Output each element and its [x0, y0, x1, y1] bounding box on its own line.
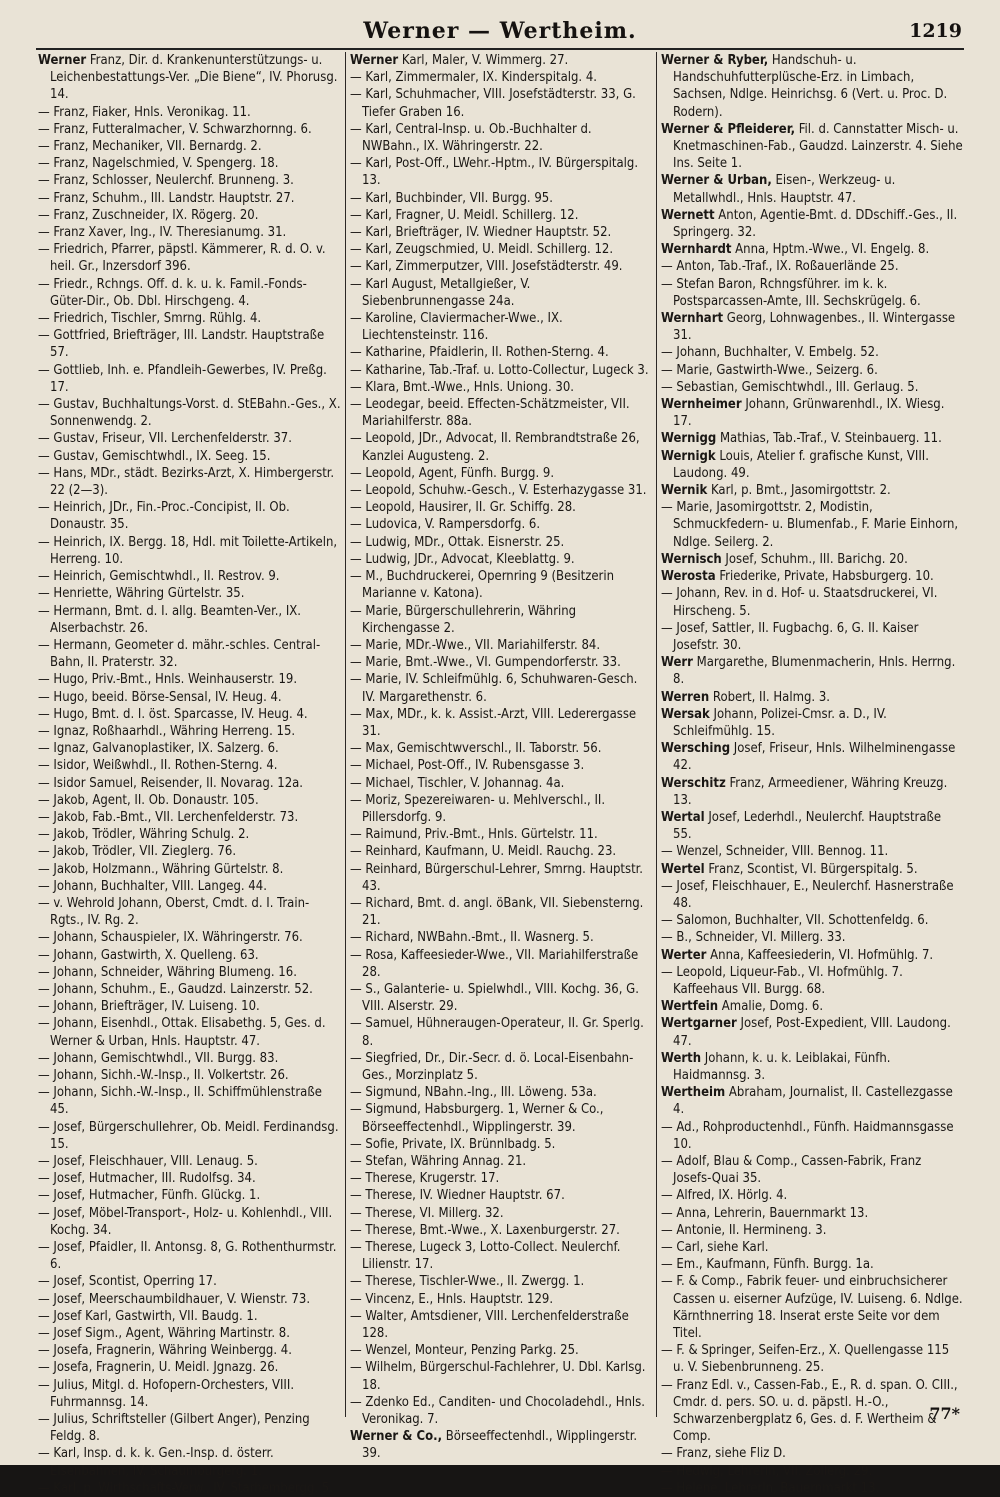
directory-entry: — Franz, siehe Fliz D. [661, 1446, 786, 1462]
directory-entry: — Hermann, Geometer d. mähr.-schles. Central-Bahn, II. Praterstr. 32. [38, 637, 321, 671]
directory-entry: — Leopold, Schuhw.-Gesch., V. Esterhazygasse 31. [350, 483, 647, 499]
directory-entry: — Marie, Bürgerschullehrerin, Währing Kirchengasse 2. [350, 603, 577, 636]
directory-entry: — Karl, Zimmerputzer, VIII. Josefstädterstr. 49. [350, 259, 623, 275]
directory-entry: Werschitz Franz, Armeediener, Währing Kreuzg. 13. [661, 775, 948, 808]
directory-entry: — Karl, Central-Insp. u. Ob.-Buchhalter d. NWBahn., IX. Währingerstr. 22. [350, 121, 592, 155]
directory-entry: — Johann, Buchhalter, V. Embelg. 52. [661, 345, 879, 361]
directory-entry: Werner & Co., Börseeffectenhdl., Wipplingerstr. 39. [350, 1429, 638, 1462]
page-header [0, 18, 1000, 52]
directory-entry: — Karl August, Metallgießer, V. Siebenbrunnengasse 24a. [350, 276, 531, 309]
header-rule [36, 48, 964, 50]
directory-entry: — Karl, p. Wirthschafts-Verw., IV. Starhembergg. 5. [38, 1480, 333, 1496]
directory-entry: — Anna, Lehrerin, Bauernmarkt 13. [661, 1205, 869, 1221]
directory-entry: — Johann, Briefträger, IV. Luiseng. 10. [38, 999, 260, 1015]
directory-entry: — Leopold, Liqueur-Fab., VI. Hofmühlg. 7. Kaffeehaus VII. Burgg. 68. [661, 964, 903, 997]
directory-entry: — Julius, Mitgl. d. Hofopern-Orchesters, VIII. Fuhrmannsg. 14. [38, 1377, 295, 1410]
directory-entry: — Hans, MDr., städt. Bezirks-Arzt, X. Himbergerstr. 22 (2—3). [38, 465, 335, 499]
directory-entry: — Hugo, Priv.-Bmt., Hnls. Weinhauserstr. 19. [38, 672, 298, 688]
directory-entry: Werner & Urban, Eisen-, Werkzeug- u. Metallwhdl., Hnls. Hauptstr. 47. [661, 173, 896, 206]
column-right [656, 52, 967, 1496]
directory-entry: — Josef, Meerschaumbildhauer, V. Wienstr. 73. [38, 1291, 311, 1307]
directory-entry: — Franz Xaver, Ing., IV. Theresianumg. 31. [38, 225, 287, 241]
directory-entry: Wernisch Josef, Schuhm., III. Barichg. 20. [661, 551, 908, 567]
directory-entry: — Helene, Lehrerin, Bauernmarkt 13. [661, 1480, 880, 1496]
directory-entry: — Johann, Rev. in d. Hof- u. Staatsdruckerei, VI. Hirscheng. 5. [661, 586, 938, 619]
directory-entry: — Henriette, Währing Gürtelstr. 35. [38, 586, 245, 602]
directory-entry: — Jakob, Trödler, Währing Schulg. 2. [38, 827, 250, 843]
directory-entry: — Gustav, Buchhaltungs-Vorst. d. StEBahn.-Ges., X. Sonnenwendg. 2. [38, 397, 341, 430]
directory-entry: — Franz, Schlosser, Neulerchf. Brunneng. 3. [38, 173, 294, 189]
directory-entry: — Franz, Mechaniker, VII. Bernardg. 2. [38, 139, 262, 155]
directory-entry: — Isidor, Weißwhdl., II. Rothen-Sterng. 4. [38, 758, 278, 774]
directory-entry: Wernheimer Johann, Grünwarenhdl., IX. Wiesg. 17. [661, 397, 945, 430]
directory-entry: — Wilhelm, Bürgerschul-Fachlehrer, U. Dbl. Karlsg. 18. [350, 1360, 646, 1393]
directory-entry: — Marie, Gastwirth-Wwe., Seizerg. 6. [661, 362, 878, 378]
directory-entry: — Hugo, beeid. Börse-Sensal, IV. Heug. 4. [38, 689, 282, 705]
directory-entry: — Josef, Fleischhauer, VIII. Lenaug. 5. [38, 1154, 258, 1169]
directory-entry: — Karl, Schuhmacher, VIII. Josefstädterstr. 33, G. Tiefer Graben 16. [350, 87, 636, 120]
directory-entry: Werner & Ryber, Handschuh- u. Handschuhfutterplüsche-Erz. in Limbach, Sachsen, Ndlge. Heinrichsg. 6 (Vert. u. Proc. D. Rodern). [661, 53, 948, 120]
directory-entry: — Josef, Scontist, Operring 17. [38, 1274, 217, 1290]
directory-entry: Wertgarner Josef, Post-Expedient, VIII. Laudong. 47. [661, 1016, 951, 1049]
directory-entry: — Franz, Nagelschmied, V. Spengerg. 18. [38, 156, 279, 172]
directory-entry: — Jakob, Agent, II. Ob. Donaustr. 105. [38, 792, 259, 808]
directory-entry: Wernhart Georg, Lohnwagenbes., II. Wintergasse 31. [661, 311, 956, 344]
directory-entry: — Julius, Schriftsteller (Gilbert Anger), Penzing Feldg. 8. [38, 1412, 310, 1445]
directory-entry: — Josef, Möbel-Transport-, Holz- u. Kohlenhdl., VIII. Kochg. 34. [38, 1205, 333, 1238]
directory-entry: — Jakob, Holzmann., Währing Gürtelstr. 8. [38, 861, 284, 877]
directory-entry: Werner & Pfleiderer, Fil. d. Cannstatter Misch- u. Knetmaschinen-Fab., Gaudzd. Lainzerstr. 4. Siehe Ins. Seite 1. [661, 121, 963, 172]
directory-entry: — Franz Edl. v., Cassen-Fab., E., R. d. span. O. CIII., Cmdr. d. pers. SO. u. d. päpstl. H.-O., Schwarzenbergplatz 6, Ges. d. F. Wertheim & Comp. [661, 1377, 958, 1445]
directory-entry: — Karl, Insp. d. k. k. Gen.-Insp. d. österr. Eisenbahnen, IV. Schaumburgerg. 1. [38, 1446, 274, 1479]
directory-entry: — Sigmund, NBahn.-Ing., III. Löweng. 53a. [350, 1085, 597, 1101]
directory-entry: — Max, MDr., k. k. Assist.-Arzt, VIII. Lederergasse 31. [350, 706, 637, 739]
directory-entry: — Heinrich, JDr., Fin.-Proc.-Concipist, II. Ob. Donaustr. 35. [38, 500, 290, 533]
directory-entry: — Karl, Briefträger, IV. Wiedner Hauptstr. 52. [350, 225, 612, 241]
directory-entry: — Ludwig, JDr., Advocat, Kleeblattg. 9. [350, 551, 575, 567]
entry-columns [34, 52, 968, 1496]
directory-entry: — Heinrich, Gemischtwhdl., II. Restrov. 9. [38, 569, 280, 585]
directory-entry: Wernhardt Anna, Hptm.-Wwe., VI. Engelg. 8. [661, 242, 930, 258]
directory-entry: — Em., Kaufmann, Fünfh. Burgg. 1a. [661, 1257, 874, 1273]
directory-entry: — Sofie, Private, IX. Brünnlbadg. 5. [350, 1136, 556, 1152]
directory-entry: — Josef, Fleischhauer, E., Neulerchf. Hasnerstraße 48. [661, 878, 954, 911]
directory-entry: — Reinhard, Kaufmann, U. Meidl. Rauchg. 23. [350, 844, 617, 860]
directory-entry: — Richard, Bmt. d. angl. öBank, VII. Siebensterng. 21. [350, 895, 644, 929]
directory-entry: — Josefa, Fragnerin, Währing Weinbergg. 4. [38, 1343, 292, 1359]
directory-entry: — Ludwig, MDr., Ottak. Eisnerstr. 25. [350, 534, 565, 550]
directory-entry: — Heinrich, IX. Bergg. 18, Hdl. mit Toilette-Artikeln, Herreng. 10. [38, 534, 338, 567]
directory-entry: — Salomon, Buchhalter, VII. Schottenfeldg. 6. [661, 913, 929, 929]
directory-entry: Wertfein Amalie, Domg. 6. [661, 999, 824, 1015]
directory-entry: — Karl, Fragner, U. Meidl. Schillerg. 12. [350, 207, 579, 223]
directory-entry: — Vincenz, E., Hnls. Hauptstr. 129. [350, 1291, 554, 1307]
directory-entry: Wernik Karl, p. Bmt., Jasomirgottstr. 2. [661, 483, 891, 499]
column-left [34, 52, 345, 1496]
directory-entry: — Ludovica, V. Rampersdorfg. 6. [350, 517, 541, 533]
directory-entry: — Johann, Schneider, Währing Blumeng. 16. [38, 964, 297, 980]
directory-entry: Werren Robert, II. Halmg. 3. [661, 689, 830, 705]
directory-entry: — B., Schneider, VI. Millerg. 33. [661, 930, 846, 946]
directory-entry: — Michael, Post-Off., IV. Rubensgasse 3. [350, 758, 585, 774]
directory-entry: — Karl, Zeugschmied, U. Meidl. Schillerg. 12. [350, 242, 614, 258]
directory-entry: Werner Franz, Dir. d. Krankenunterstützungs- u. Leichenbestattungs-Ver. „Die Biene“, IV. Phorusg. 14. [38, 53, 338, 103]
directory-entry: — Johann, Buchhalter, VIII. Langeg. 44. [38, 878, 267, 894]
directory-entry: — Marie, MDr.-Wwe., VII. Mariahilferstr. 84. [350, 637, 601, 653]
directory-entry: — Walter, Amtsdiener, VIII. Lerchenfelderstraße 128. [350, 1308, 629, 1342]
directory-entry: — Johann, Schauspieler, IX. Währingerstr. 76. [38, 930, 303, 946]
directory-entry: — Karl, Zimmermaler, IX. Kinderspitalg. 4. [350, 70, 597, 86]
directory-entry: — Therese, IV. Wiedner Hauptstr. 67. [350, 1188, 565, 1204]
directory-entry: — Therese, Krugerstr. 17. [350, 1171, 500, 1187]
directory-entry: — Johann, Eisenhdl., Ottak. Elisabethg. 5, Ges. d. Werner & Urban, Hnls. Hauptstr. 47. [38, 1016, 326, 1049]
directory-entry: — Sigmund, Habsburgerg. 1, Werner & Co., Börseeffectenhdl., Wipplingerstr. 39. [350, 1102, 604, 1135]
directory-entry: — Hugo, Bmt. d. I. öst. Sparcasse, IV. Heug. 4. [38, 706, 308, 722]
directory-entry: — Therese, Bmt.-Wwe., X. Laxenburgerstr. 27. [350, 1222, 620, 1238]
directory-entry: — v. Wehrold Johann, Oberst, Cmdt. d. I. Train-Rgts., IV. Rg. 2. [38, 895, 310, 929]
directory-entry: — Michael, Tischler, V. Johannag. 4a. [350, 775, 565, 791]
directory-entry: — Wenzel, Monteur, Penzing Parkg. 25. [350, 1343, 579, 1359]
directory-entry: Wersching Josef, Friseur, Hnls. Wilhelminengasse 42. [661, 741, 956, 774]
directory-entry: — Marie, Jasomirgottstr. 2, Modistin, Schmuckfedern- u. Blumenfab., F. Marie Einhorn, Ndlge. Seilerg. 2. [661, 500, 959, 550]
directory-entry: — Gottlieb, Inh. e. Pfandleih-Gewerbes, IV. Preßg. 17. [38, 362, 327, 395]
directory-entry: — Marie, Bmt.-Wwe., VI. Gumpendorferstr. 33. [350, 655, 621, 671]
directory-entry: Wertal Josef, Lederhdl., Neulerchf. Hauptstraße 55. [661, 809, 942, 843]
directory-entry: — Therese, VI. Millerg. 32. [350, 1205, 504, 1221]
directory-entry: — Marie, IV. Schleifmühlg. 6, Schuhwaren-Gesch. IV. Margarethenstr. 6. [350, 672, 638, 705]
directory-entry: — Raimund, Priv.-Bmt., Hnls. Gürtelstr. 11. [350, 827, 598, 843]
directory-entry: — Ignaz, Roßhaarhdl., Währing Herreng. 15. [38, 723, 296, 739]
directory-entry: — Alfred, IX. Hörlg. 4. [661, 1188, 788, 1204]
directory-entry: — Leodegar, beeid. Effecten-Schätzmeister, VII. Mariahilferstr. 88a. [350, 397, 630, 430]
directory-entry: — Josef, Hutmacher, III. Rudolfsg. 34. [38, 1171, 256, 1187]
directory-entry: — Samuel, Hühneraugen-Operateur, II. Gr. Sperlg. 8. [350, 1016, 644, 1049]
directory-entry: — Max, Gemischtwverschl., II. Taborstr. 56. [350, 741, 602, 757]
directory-entry: Wersak Johann, Polizei-Cmsr. a. D., IV. Schleifmühlg. 15. [661, 706, 887, 739]
directory-entry: — Johann, Gastwirth, X. Quelleng. 63. [38, 947, 259, 963]
directory-entry: — Karl, Buchbinder, VII. Burgg. 95. [350, 190, 553, 206]
directory-entry: — Ignaz, Galvanoplastiker, IX. Salzerg. 6. [38, 741, 279, 757]
directory-entry: — Gottfried, Briefträger, III. Landstr. Hauptstraße 57. [38, 328, 325, 361]
directory-entry: — Antonie, II. Hermineng. 3. [661, 1222, 827, 1238]
directory-entry: — Franz, Futteralmacher, V. Schwarzhornng. 6. [38, 121, 312, 137]
directory-entry: Wertel Franz, Scontist, VI. Bürgerspitalg. 5. [661, 861, 918, 877]
signature-mark: 77* [929, 1404, 960, 1423]
directory-entry: — Karl, Post-Off., LWehr.-Hptm., IV. Bürgerspitalg. 13. [350, 156, 639, 189]
directory-entry: — Hermann, Bmt. d. I. allg. Beamten-Ver., IX. Alserbachstr. 26. [38, 603, 302, 636]
directory-entry: — Leopold, JDr., Advocat, II. Rembrandtstraße 26, Kanzlei Augusteng. 2. [350, 431, 640, 464]
directory-entry: — Josef, Bürgerschullehrer, Ob. Meidl. Ferdinandsg. 15. [38, 1119, 339, 1152]
directory-entry: — Stefan, Währing Annag. 21. [350, 1154, 527, 1169]
directory-entry: — Leopold, Agent, Fünfh. Burgg. 9. [350, 465, 555, 481]
directory-entry: — Isidor Samuel, Reisender, II. Novarag. 12a. [38, 775, 304, 791]
directory-entry: Werosta Friederike, Private, Habsburgerg. 10. [661, 569, 934, 585]
directory-entry: — Friedrich, Pfarrer, päpstl. Kämmerer, R. d. O. v. heil. Gr., Inzersdorf 396. [38, 242, 326, 275]
directory-entry: — Jakob, Fab.-Bmt., VII. Lerchenfelderstr. 73. [38, 809, 299, 825]
directory-entry: — Anton, Tab.-Traf., IX. Roßauerlände 25. [661, 259, 899, 275]
directory-entry: Wernett Anton, Agentie-Bmt. d. DDschiff.-Ges., II. Springerg. 32. [661, 207, 958, 241]
directory-entry: — Sebastian, Gemischtwhdl., III. Gerlaug. 5. [661, 379, 919, 395]
directory-entry: — Moriz, Spezereiwaren- u. Mehlverschl., II. Pillersdorfg. 9. [350, 792, 606, 825]
directory-entry: — Franz, Zuschneider, IX. Rögerg. 20. [38, 207, 259, 223]
directory-entry: — Josefa, Fragnerin, U. Meidl. Jgnazg. 26. [38, 1360, 279, 1376]
directory-entry: — F. & Comp., Fabrik feuer- und einbruchsicherer Cassen u. eiserner Aufzüge, IV. Luiseng. 6. Ndlge. Kärnthnerring 18. Inserat erste Seite vor dem Titel. [661, 1274, 963, 1342]
directory-entry: — Johann, Sichh.-W.-Insp., II. Volkertstr. 26. [38, 1067, 289, 1083]
directory-entry: — Therese, Tischler-Wwe., II. Zwergg. 1. [350, 1274, 585, 1290]
running-head: Werner — Wertheim. [363, 18, 637, 44]
directory-entry: — Zdenko Ed., Canditen- und Chocoladehdl., Hnls. Veronikag. 7. [350, 1394, 645, 1428]
directory-entry: Wernigk Louis, Atelier f. grafische Kunst, VIII. Laudong. 49. [661, 448, 929, 481]
directory-entry: — Josef, Sattler, II. Fugbachg. 6, G. II. Kaiser Josefstr. 30. [661, 620, 919, 653]
directory-entry: — Ad., Rohproductenhdl., Fünfh. Haidmannsgasse 10. [661, 1119, 954, 1152]
column-middle [345, 52, 656, 1462]
directory-entry: — Adolf, Blau & Comp., Cassen-Fabrik, Franz Josefs-Quai 35. [661, 1154, 922, 1187]
directory-entry: — Josef, Hutmacher, Fünfh. Glückg. 1. [38, 1188, 261, 1204]
directory-entry: — S., Galanterie- u. Spielwhdl., VIII. Kochg. 36, G. VIII. Alserstr. 29. [350, 981, 639, 1015]
directory-entry: — Gustav, Gemischtwhdl., IX. Seeg. 15. [38, 448, 271, 464]
directory-entry: — Carl, siehe Karl. [661, 1240, 769, 1256]
directory-entry: — Johann, Gemischtwhdl., VII. Burgg. 83. [38, 1050, 279, 1066]
directory-entry: — Klara, Bmt.-Wwe., Hnls. Uniong. 30. [350, 379, 574, 395]
directory-entry: — Johann, Schuhm., E., Gaudzd. Lainzerstr. 52. [38, 981, 313, 997]
directory-entry: Werter Anna, Kaffeesiederin, VI. Hofmühlg. 7. [661, 947, 934, 963]
directory-entry: — Leopold, Hausirer, II. Gr. Schiffg. 28. [350, 500, 576, 516]
directory-entry: — Johann, Sichh.-W.-Insp., II. Schiffmühlenstraße 45. [38, 1085, 322, 1118]
directory-entry: — Richard, NWBahn.-Bmt., II. Wasnerg. 5. [350, 930, 594, 946]
directory-entry: — Wenzel, Schneider, VIII. Bennog. 11. [661, 844, 889, 860]
directory-entry: Wernigg Mathias, Tab.-Traf., V. Steinbauerg. 11. [661, 431, 942, 447]
directory-entry: — Hedwig, Lehrerin, VII. Zollerg. 29. [661, 1463, 873, 1479]
directory-entry: — Karoline, Claviermacher-Wwe., IX. Liechtensteinstr. 116. [350, 311, 563, 344]
directory-entry: — Reinhard, Bürgerschul-Lehrer, Smrng. Hauptstr. 43. [350, 861, 643, 894]
directory-entry: — M., Buchdruckerei, Opernring 9 (Besitzerin Marianne v. Katona). [350, 569, 615, 602]
directory-entry: Wertheim Abraham, Journalist, II. Castellezgasse 4. [661, 1085, 953, 1118]
directory-entry: — Stefan Baron, Rchngsführer. im k. k. Postsparcassen-Amte, III. Sechskrügelg. 6. [661, 276, 921, 309]
directory-entry: Werner Karl, Maler, V. Wimmerg. 27. [350, 53, 569, 68]
directory-entry: — Jakob, Trödler, VII. Zieglerg. 76. [38, 844, 237, 860]
directory-entry: — Josef, Pfaidler, II. Antonsg. 8, G. Rothenthurmstr. 6. [38, 1240, 337, 1273]
directory-entry: — Josef Sigm., Agent, Währing Martinstr. 8. [38, 1326, 290, 1342]
directory-entry: — Friedrich, Tischler, Smrng. Rühlg. 4. [38, 311, 262, 327]
directory-entry: — Franz, Schuhm., III. Landstr. Hauptstr. 27. [38, 190, 295, 206]
directory-entry: — Siegfried, Dr., Dir.-Secr. d. ö. Local-Eisenbahn-Ges., Morzinplatz 5. [350, 1050, 634, 1083]
directory-entry: — Josef Karl, Gastwirth, VII. Baudg. 1. [38, 1308, 258, 1324]
directory-entry: — Friedr., Rchngs. Off. d. k. u. k. Famil.-Fonds-Güter-Dir., Ob. Dbl. Hirschgeng. 4. [38, 276, 307, 309]
directory-entry: — Therese, Lugeck 3, Lotto-Collect. Neulerchf. Lilienstr. 17. [350, 1240, 621, 1273]
directory-entry: — Katharine, Pfaidlerin, II. Rothen-Sterng. 4. [350, 345, 609, 361]
page-number: 1219 [909, 20, 962, 42]
directory-entry: — Katharine, Tab.-Traf. u. Lotto-Collectur, Lugeck 3. [350, 362, 649, 378]
directory-entry: Werr Margarethe, Blumenmacherin, Hnls. Herrng. 8. [661, 655, 956, 688]
directory-entry: — Rosa, Kaffeesieder-Wwe., VII. Mariahilferstraße 28. [350, 947, 639, 980]
directory-entry: — F. & Springer, Seifen-Erz., X. Quellengasse 115 u. V. Siebenbrunneng. 25. [661, 1343, 950, 1376]
directory-entry: Werth Johann, k. u. k. Leiblakai, Fünfh. Haidmannsg. 3. [661, 1050, 891, 1083]
directory-entry: — Gustav, Friseur, VII. Lerchenfelderstr. 37. [38, 431, 292, 447]
directory-entry: — Franz, Fiaker, Hnls. Veronikag. 11. [38, 104, 251, 120]
